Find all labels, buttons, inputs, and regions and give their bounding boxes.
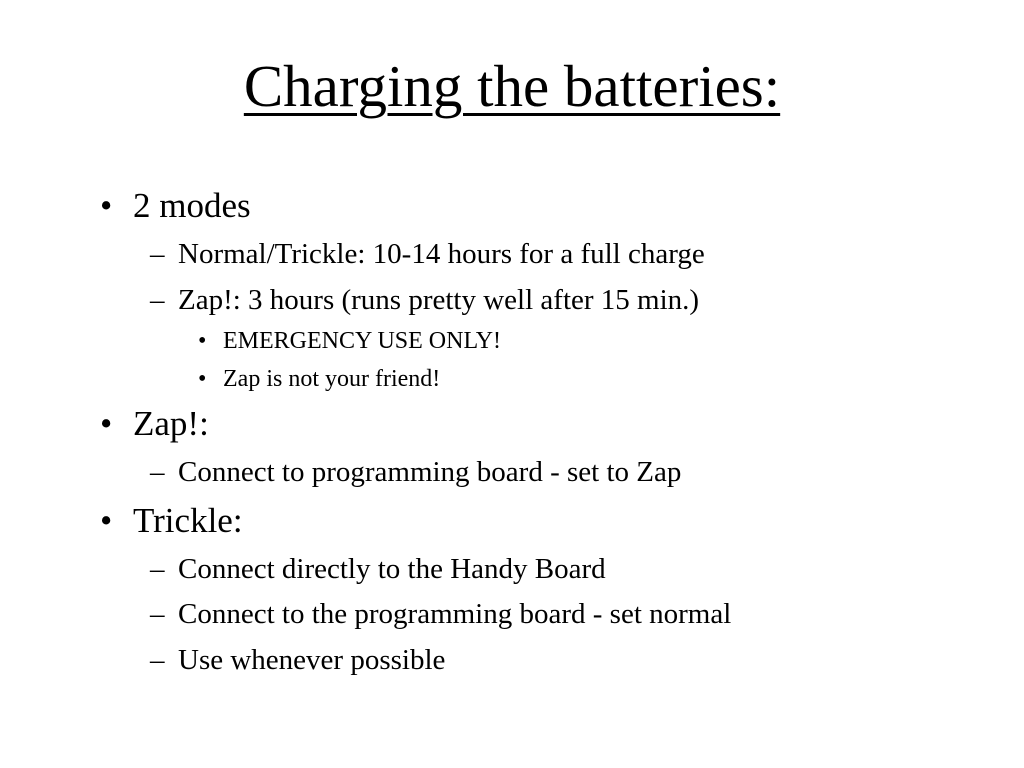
sub-bullet-text: Normal/Trickle: 10-14 hours for a full charge (178, 238, 705, 270)
bullet-marker: • (100, 404, 113, 443)
sub-sub-bullet-text: EMERGENCY USE ONLY! (223, 328, 502, 354)
dash-marker: – (150, 238, 165, 270)
sub-bullet-text: Connect to the programming board - set normal (178, 598, 732, 630)
dash-marker: – (150, 456, 165, 488)
bullet-marker: • (198, 366, 207, 392)
sub-sub-bullet-text: Zap is not your friend! (223, 366, 441, 392)
bullet-marker: • (100, 186, 113, 225)
sub-bullet-text: Use whenever possible (178, 644, 446, 676)
dash-marker: – (150, 284, 165, 316)
slide-title: Charging the batteries: (243, 53, 781, 119)
bullet-text: Zap!: (133, 404, 209, 443)
dash-marker: – (150, 644, 165, 676)
bullet-marker: • (198, 328, 207, 354)
bullet-text: 2 modes (133, 186, 251, 225)
sub-bullet-text: Zap!: 3 hours (runs pretty well after 15 min.) (178, 284, 700, 316)
sub-bullet-text: Connect to programming board - set to Zap (178, 456, 682, 488)
dash-marker: – (150, 598, 165, 630)
bullet-text: Trickle: (133, 501, 243, 540)
bullet-marker: • (100, 501, 113, 540)
dash-marker: – (150, 553, 165, 585)
sub-bullet-text: Connect directly to the Handy Board (178, 553, 606, 585)
